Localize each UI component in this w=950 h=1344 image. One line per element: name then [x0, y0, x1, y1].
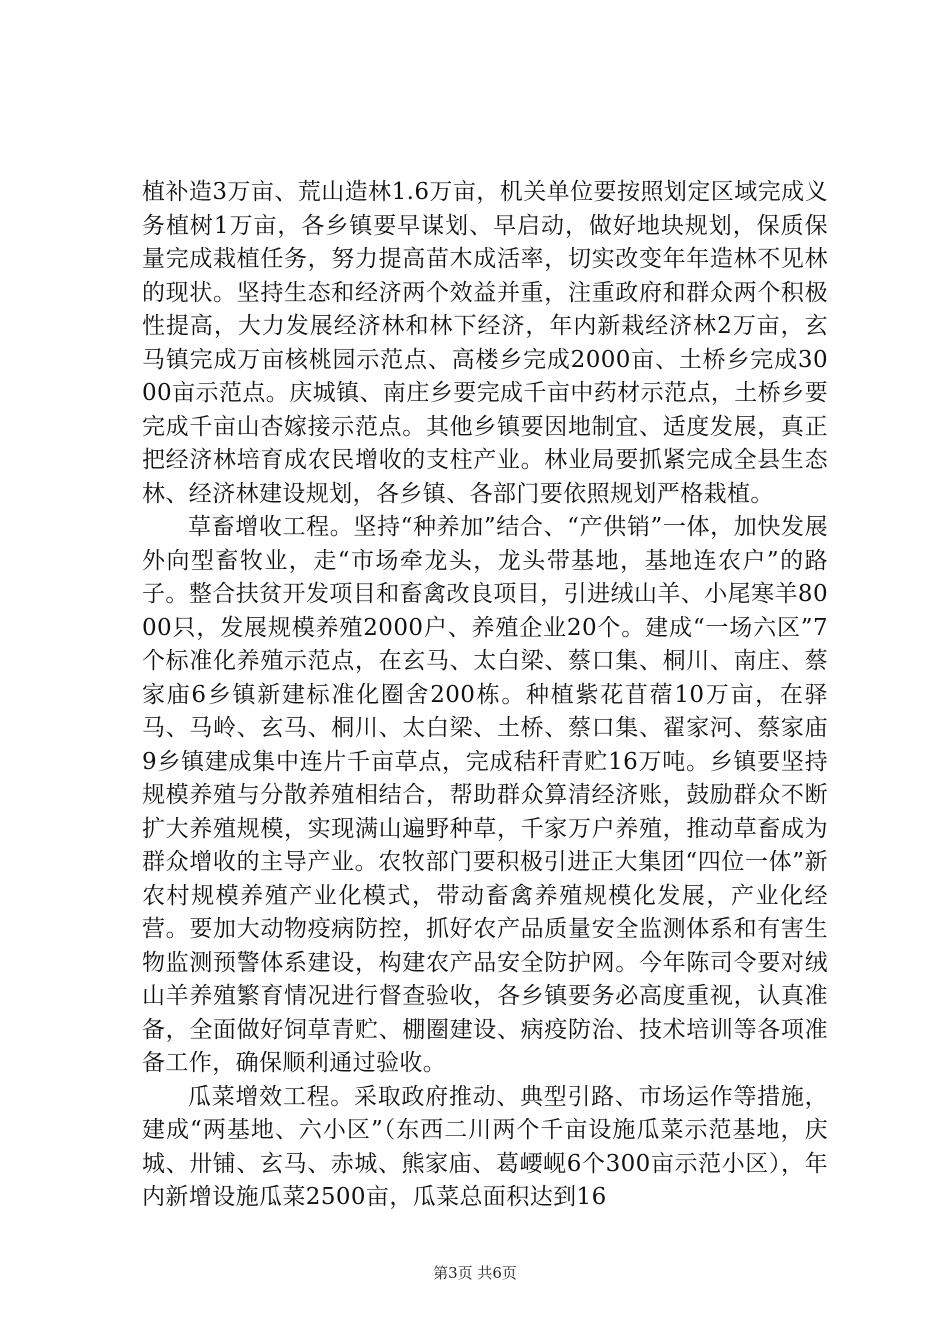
paragraph-forestry-continued: 植补造3万亩、荒山造林1.6万亩，机关单位要按照划定区域完成义务植树1万亩，各乡镇要早谋划、早启动，做好地块规划，保质保量完成栽植任务，努力提高苗木成活率，切实改变年年造林不见林的现状。坚持生态和经济两个效益并重，注重政府和群众两个积极性提高，大力发展经济林和林下经济，年内新栽经济林2万亩，玄马镇完成万亩核桃园示范点、高楼乡完成2000亩、土桥乡完成3000亩示范点。庆城镇、南庄乡要完成千亩中药材示范点，土桥乡要完成千亩山杏嫁接示范点。其他乡镇要因地制宜、适度发展，真正把经济林培育成农民增收的支柱产业。林业局要抓紧完成全县生态林、经济林建设规划，各乡镇、各部门要依照规划严格栽植。: [142, 179, 828, 507]
document-body: [142, 176, 828, 1215]
paragraph-melon-vegetable: 瓜菜增效工程。采取政府推动、典型引路、市场运作等措施，建成“两基地、六小区”（东西二川两个千亩设施瓜菜示范基地，庆城、卅铺、玄马、赤城、熊家庙、葛崾岘6个300亩示范小区），年内新增设施瓜菜2500亩，瓜菜总面积达到16: [142, 1083, 828, 1210]
page-footer: [0, 1262, 950, 1283]
paragraph-grass-livestock: 草畜增收工程。坚持“种养加”结合、“产供销”一体，加快发展外向型畜牧业，走“市场牵龙头，龙头带基地，基地连农户”的路子。整合扶贫开发项目和畜禽改良项目，引进绒山羊、小尾寒羊8000只，发展规模养殖2000户、养殖企业20个。建成“一场六区”7个标准化养殖示范点，在玄马、太白梁、蔡口集、桐川、南庄、蔡家庙6乡镇新建标准化圈舍200栋。种植紫花苜蓿10万亩，在驿马、马岭、玄马、桐川、太白梁、土桥、蔡口集、翟家河、蔡家庙9乡镇建成集中连片千亩草点，完成秸秆青贮16万吨。乡镇要坚持规模养殖与分散养殖相结合，帮助群众算清经济账，鼓励群众不断扩大养殖规模，实现满山遍野种草，千家万户养殖，推动草畜成为群众增收的主导产业。农牧部门要积极引进正大集团“四位一体”新农村规模养殖产业化模式，带动畜禽养殖规模化发展，产业化经营。要加大动物疫病防控，抓好农产品质量安全监测体系和有害生物监测预警体系建设，构建农产品安全防护网。今年陈司令要对绒山羊养殖繁育情况进行督查验收，各乡镇要务必高度重视，认真准备，全面做好饲草青贮、棚圈建设、病疫防治、技术培训等各项准备工作，确保顺利通过验收。: [142, 514, 828, 1076]
page-number-label: 第3页 共6页: [433, 1264, 517, 1282]
